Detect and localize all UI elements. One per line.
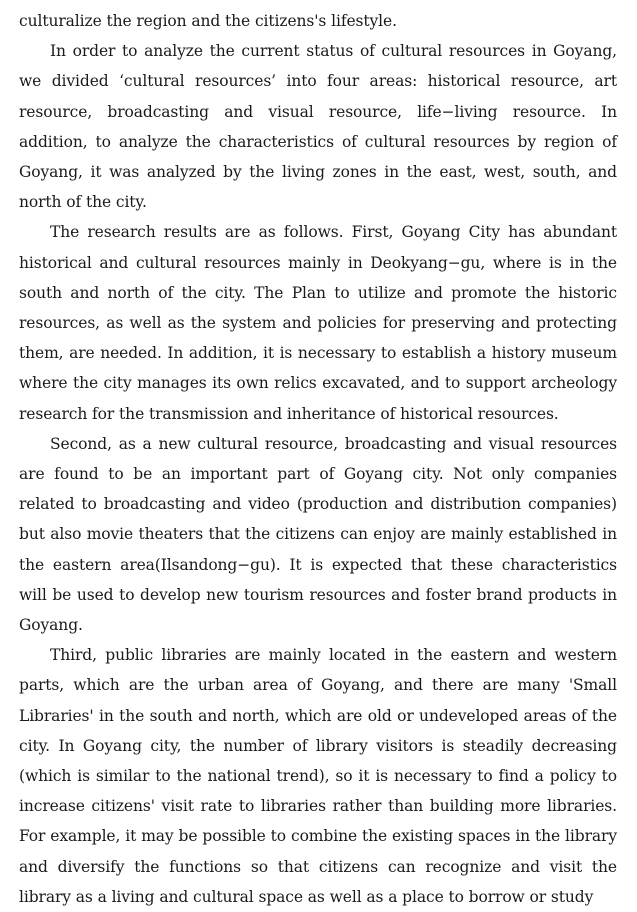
paragraph-results-broadcasting: Second, as a new cultural resource, broadcasting and visual resources are found to be an important part of Goyang city. Not only companies related to broadcasting and video (production and distribution companies) but also movie theaters that the citizens can enjoy are mainly established in the eastern area(Ilsandong−gu). It is expected that these characteristics will be used to develop new tourism resources and foster brand products in Goyang. [19,434,617,635]
paragraph-results-historical: The research results are as follows. First, Goyang City has abundant historical and cultural resources mainly in Deokyang−gu, where is in the south and north of the city. The Plan to utilize and promote the historic resources, as well as the system and policies for preserving and protecting them, are needed. In addition, it is necessary to establish a history museum where the city manages its own relics excavated, and to support archeology research for the transmission and inheritance of historical resources. [19,223,617,423]
paragraph-continuation: culturalize the region and the citizens's lifestyle. [19,12,397,30]
paragraph-results-libraries: Third, public libraries are mainly located in the eastern and western parts, which are the urban area of Goyang, and there are many 'Small Libraries' in the south and north, which are old or undeveloped areas of the city. In Goyang city, the number of library visitors is steadily decreasing (which is similar to the national trend), so it is necessary to find a policy to increase citizens' visit rate to libraries rather than building more libraries. For example, it may be possible to combine the existing spaces in the library and diversify the functions so that citizens can recognize and visit the library as a living and cultural space as well as a place to borrow or study [19,646,617,906]
paragraph-analysis-method: In order to analyze the current status of cultural resources in Goyang, we divided ‘cultural resources’ into four areas: historical resource, art resource, broadcasting and visual resource, life−living resource. In addition, to analyze the characteristics of cultural resources by region of Goyang, it was analyzed by the living zones in the east, west, south, and north of the city. [19,42,617,212]
